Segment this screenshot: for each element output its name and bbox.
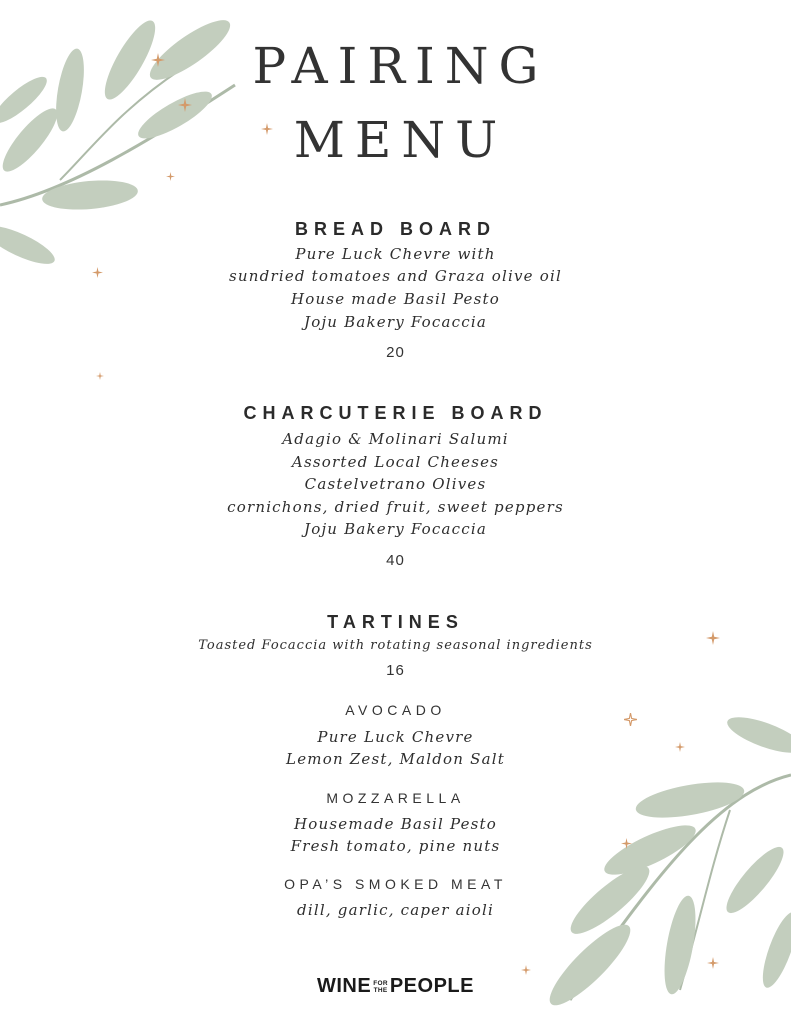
price-tartines: 16 <box>386 662 405 679</box>
menu-item: Fresh tomato, pine nuts <box>290 837 501 855</box>
menu-item: Joju Bakery Focaccia <box>304 313 487 331</box>
menu-item: Assorted Local Cheeses <box>291 453 500 471</box>
sparkle-icon <box>96 372 104 380</box>
page-title-line-1: PAIRING <box>252 37 549 95</box>
section-description-tartines: Toasted Focaccia with rotating seasonal ingredients <box>198 638 593 653</box>
menu-item: Joju Bakery Focaccia <box>304 520 487 538</box>
menu-item: House made Basil Pesto <box>290 290 500 308</box>
menu-item: Pure Luck Chevre with <box>295 245 496 263</box>
wine-for-the-people-logo <box>0 975 791 998</box>
price-charcuterie-board: 40 <box>386 552 405 569</box>
price-bread-board: 20 <box>386 344 405 361</box>
menu-item: Adagio & Molinari Salumi <box>282 430 509 448</box>
section-heading-charcuterie-board: CHARCUTERIE BOARD <box>243 403 548 423</box>
sparkle-icon <box>166 172 175 181</box>
subheading-opas-smoked-meat: OPA’S SMOKED MEAT <box>284 876 507 892</box>
sparkle-icon <box>521 965 531 975</box>
logo-text-the: THE <box>373 986 388 994</box>
subheading-mozzarella: MOZZARELLA <box>326 790 465 806</box>
menu-item: Lemon Zest, Maldon Salt <box>286 750 505 768</box>
logo-text-for: FOR <box>373 979 388 987</box>
sparkle-icon <box>707 957 719 969</box>
menu-item: dill, garlic, caper aioli <box>297 901 494 919</box>
menu-item: Castelvetrano Olives <box>304 475 487 493</box>
menu-item: cornichons, dried fruit, sweet peppers <box>227 498 564 516</box>
section-heading-bread-board: BREAD BOARD <box>295 219 496 239</box>
page-title-line-2: MENU <box>293 111 508 169</box>
menu-item: sundried tomatoes and Graza olive oil <box>229 267 562 285</box>
menu-item: Pure Luck Chevre <box>317 728 474 746</box>
subheading-avocado: AVOCADO <box>345 702 446 718</box>
logo-text-wine: WINE <box>317 975 372 997</box>
menu-item: Housemade Basil Pesto <box>293 815 498 833</box>
logo-text-stack <box>373 980 388 994</box>
section-heading-tartines: TARTINES <box>327 612 464 632</box>
logo-text-people: PEOPLE <box>389 975 474 997</box>
